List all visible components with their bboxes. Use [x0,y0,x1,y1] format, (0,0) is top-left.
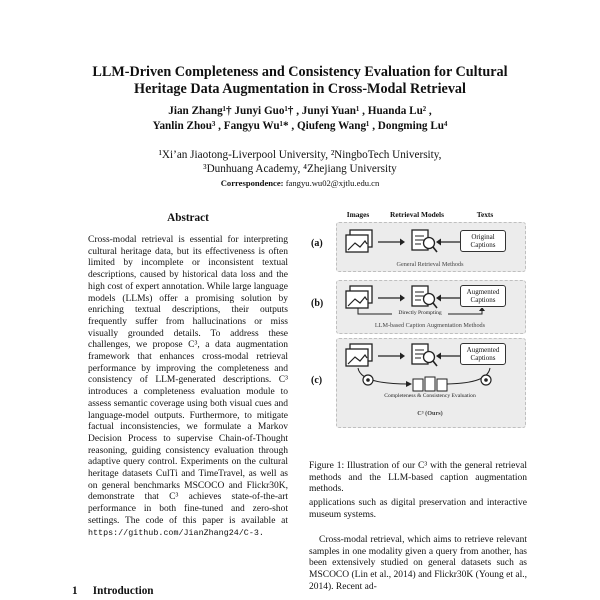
fig-col-models: Retrieval Models [390,210,444,219]
section-heading-introduction [72,585,154,597]
retrieval-model-icon [408,282,438,310]
abstract-body [88,235,288,539]
arrow-left-icon [436,352,462,360]
title-line-2: Heritage Data Augmentation in Cross-Modal Retrieval [134,81,466,97]
panel-b-subtitle: LLM-based Caption Augmentation Methods [374,322,486,329]
arrow-right-icon [376,294,406,302]
title-line-1: LLM-Driven Completeness and Consistency Evaluation for Cultural [92,64,508,80]
authors-line-2: Yanlin Zhou³ , Fangyu Wu¹* , Qiufeng Wang¹ , Dongming Lu⁴ [152,120,448,132]
augmented-captions-box: Augmented Captions [460,285,506,307]
paper-title [0,64,600,98]
retrieval-model-icon [408,340,438,368]
arrow-left-icon [436,294,462,302]
directly-prompting-label: Directly Prompting [392,310,448,317]
author-list [0,104,600,134]
arrow-left-icon [436,238,462,246]
arrow-right-icon [376,352,406,360]
retrieval-model-icon [408,226,438,254]
body-paragraph-1: applications such as digital preservation and interactive museum systems. [309,498,527,520]
correspondence-email[interactable]: fangyu.wu02@xjtlu.edu.cn [285,178,380,188]
gear-icon [478,372,494,388]
fig-col-images: Images [346,210,370,219]
evaluation-label: Completeness & Consistency Evaluation [384,393,476,399]
original-captions-box: Original Captions [460,230,506,252]
augmented-captions-box: Augmented Captions [460,343,506,365]
affil-line-2: ³Dunhuang Academy, ⁴Zhejiang University [203,163,397,175]
authors-line-1: Jian Zhang¹† Junyi Guo¹† , Junyi Yuan¹ , Huanda Lu² , [168,105,432,117]
body-paragraph-2: Cross-modal retrieval, which aims to retrieve relevant samples in one modality given a query from another, has been extensively studied on general datasets such as MSCOCO (Lin et al., 2014) and Flickr30K (Young et al., 2014). Recent ad- [309,535,527,592]
affil-line-1: ¹Xi’an Jiaotong-Liverpool University, ²NingboTech University, [158,149,442,161]
panel-a-subtitle: General Retrieval Methods [396,261,464,268]
panel-label-b: (b) [311,298,324,309]
correspondence [0,178,600,189]
affiliations [0,148,600,176]
gear-icon [360,372,376,388]
section-number: 1 [72,585,78,597]
abstract-heading: Abstract [167,212,209,224]
fig-col-texts: Texts [476,210,494,219]
section-title: Introduction [92,585,154,597]
evaluator-icon [412,376,448,392]
figure-caption: Figure 1: Illustration of our C³ with the general retrieval methods and the LLM-based caption augmentation methods. [309,461,527,495]
panel-label-c: (c) [311,375,323,386]
code-url-link[interactable]: https://github.com/JianZhang24/C-3. [88,527,264,538]
correspondence-label: Correspondence: [220,178,284,188]
panel-c-subtitle: C³ (Ours) [417,410,443,417]
arrow-right-icon [376,238,406,246]
abstract-text: Cross-modal retrieval is essential for interpreting cultural heritage data, but its effectiveness is often limited by incomplete or inconsistent textual descriptions, caused by historical data loss and the high cost of expert annotation. While large language models (LLMs) offer a promising solution by enriching textual descriptions, their outputs frequently suffer from hallucinations or miss visually grounded details. To address these challenges, we propose C³, a data augmentation framework that enhances cross-modal retrieval performance by improving the completeness and consistency of LLM-generated descriptions. C³ introduces a completeness evaluation module to assess semantic coverage using both visual cues and language-model outputs. Furthermore, to mitigate factual inconsistencies, we formulate a Markov Decision Process to supervise Chain-of-Thought reasoning, guiding consistency evaluation through adaptive query control. Experiments on the cultural heritage datasets CulTi and TimeTravel, as well as on general benchmarks MSCOCO and Flickr30K, demonstrate that C³ achieves state-of-the-art performance in both fine-tuned and zero-shot settings. The code of this paper is available at [88,235,288,526]
image-stack-icon [344,229,374,255]
panel-label-a: (a) [311,238,323,249]
